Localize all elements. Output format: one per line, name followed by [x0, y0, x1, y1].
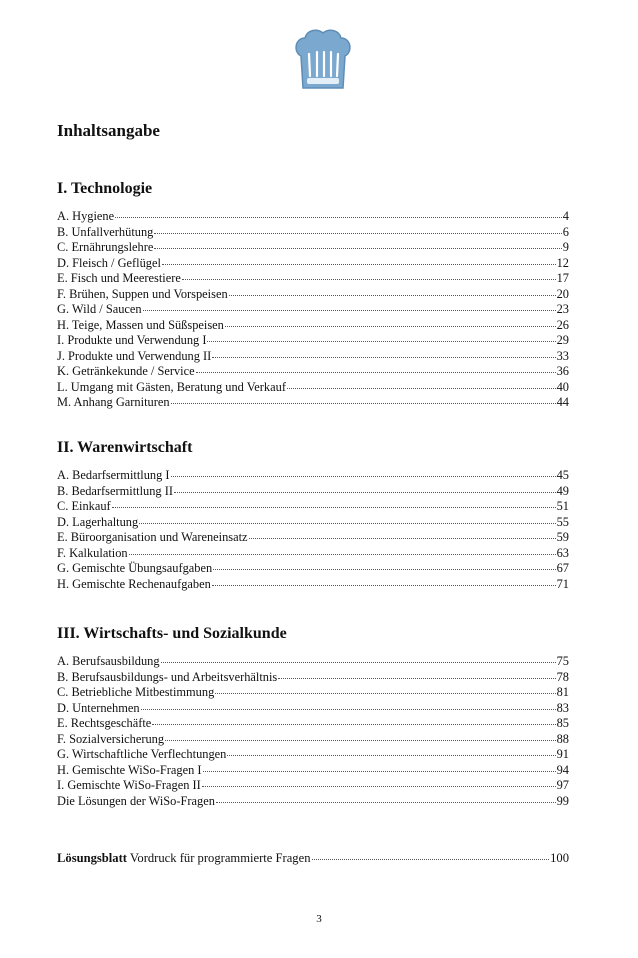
toc-entry[interactable]	[57, 302, 569, 318]
dot-leader	[162, 264, 556, 265]
entry-page-number: 71	[556, 576, 569, 591]
toc-entry[interactable]	[57, 732, 569, 748]
section-wirtschafts-und-sozialkunde	[57, 623, 569, 809]
section-heading: II. Warenwirtschaft	[57, 439, 193, 456]
dot-leader	[213, 569, 555, 570]
entry-label: A. Bedarfsermittlung I	[57, 468, 170, 482]
entry-label: E. Büroorganisation und Wareneinsatz	[57, 530, 248, 544]
toc-entry[interactable]	[57, 716, 569, 732]
toc-entry[interactable]	[57, 546, 569, 562]
entry-page-number: 85	[556, 716, 569, 730]
entry-page-number: 40	[556, 379, 569, 394]
dot-leader	[115, 217, 562, 218]
entry-page-number: 100	[550, 851, 569, 865]
entry-label: L. Umgang mit Gästen, Beratung und Verkauf	[57, 379, 286, 394]
dot-leader	[212, 585, 556, 586]
toc-entry[interactable]	[57, 468, 569, 484]
toc-entry[interactable]	[57, 670, 569, 686]
toc-entry[interactable]	[57, 685, 569, 701]
entry-page-number: 83	[556, 700, 569, 715]
dot-leader	[174, 492, 556, 493]
toc-entry[interactable]	[57, 561, 569, 577]
dot-leader	[154, 233, 561, 234]
entry-page-number: 51	[556, 499, 569, 513]
entry-label: I. Gemischte WiSo-Fragen II	[57, 778, 201, 792]
entry-label: C. Betriebliche Mitbestimmung	[57, 685, 215, 699]
dot-leader	[141, 709, 556, 710]
dot-leader	[249, 538, 556, 539]
entry-page-number: 88	[556, 731, 569, 746]
entry-label: B. Bedarfsermittlung II	[57, 483, 173, 498]
dot-leader	[171, 403, 556, 404]
dot-leader	[227, 755, 555, 756]
entry-page-number: 6	[562, 224, 569, 239]
dot-leader	[312, 859, 550, 860]
toc-entry[interactable]	[57, 484, 569, 500]
dot-leader	[229, 295, 556, 296]
entry-label: G. Wild / Saucen	[57, 302, 142, 316]
entry-label: D. Unternehmen	[57, 700, 140, 715]
toc-entry[interactable]	[57, 256, 569, 272]
toc-entry[interactable]	[57, 209, 569, 225]
entry-page-number: 91	[556, 747, 569, 761]
toc-entry[interactable]	[57, 364, 569, 380]
entry-label: H. Gemischte WiSo-Fragen I	[57, 762, 202, 777]
entry-label: E. Rechtsgeschäfte	[57, 716, 152, 730]
dot-leader	[215, 693, 555, 694]
toc-entry[interactable]	[57, 287, 569, 303]
entry-label: J. Produkte und Verwendung II	[57, 348, 212, 363]
entry-label: I. Produkte und Verwendung I	[57, 333, 207, 347]
dot-leader	[207, 341, 555, 342]
entry-page-number: 55	[556, 514, 569, 529]
entry-label: G. Wirtschaftliche Verflechtungen	[57, 747, 227, 761]
entry-page-number: 67	[556, 561, 569, 575]
entry-page-number: 29	[556, 333, 569, 347]
toc-entry[interactable]	[57, 318, 569, 334]
entry-page-number: 20	[556, 286, 569, 301]
chef-hat-icon	[293, 26, 353, 92]
toc-entry[interactable]	[57, 747, 569, 763]
entry-page-number: 12	[556, 255, 569, 270]
entry-label: D. Fleisch / Geflügel	[57, 255, 161, 270]
entry-page-number: 4	[562, 209, 569, 223]
toc-entry[interactable]	[57, 530, 569, 546]
entry-page-number: 9	[562, 240, 569, 254]
entry-label: K. Getränkekunde / Service	[57, 364, 195, 378]
entry-page-number: 81	[556, 685, 569, 699]
final-entry	[57, 850, 569, 867]
dot-leader	[212, 357, 555, 358]
entry-label: G. Gemischte Übungsaufgaben	[57, 561, 213, 575]
dot-leader	[182, 279, 556, 280]
entry-label: A. Hygiene	[57, 209, 115, 223]
entry-label: C. Ernährungslehre	[57, 240, 154, 254]
entry-page-number: 45	[556, 468, 569, 482]
toc-entry[interactable]	[57, 850, 569, 867]
dot-leader	[112, 507, 556, 508]
entry-page-number: 94	[556, 762, 569, 777]
dot-leader	[202, 786, 556, 787]
entry-page-number: 59	[556, 530, 569, 544]
entry-label: E. Fisch und Meerestiere	[57, 271, 181, 285]
entry-label: H. Teige, Massen und Süßspeisen	[57, 317, 224, 332]
toc-entry[interactable]	[57, 701, 569, 717]
dot-leader	[287, 388, 556, 389]
dot-leader	[165, 740, 556, 741]
entry-label: F. Brühen, Suppen und Vorspeisen	[57, 286, 228, 301]
entry-page-number: 23	[556, 302, 569, 316]
dot-leader	[129, 554, 556, 555]
toc-entry[interactable]	[57, 395, 569, 411]
page-title: Inhaltsangabe	[57, 121, 160, 140]
dot-leader	[225, 326, 556, 327]
entry-label: D. Lagerhaltung	[57, 514, 139, 529]
dot-leader	[171, 476, 556, 477]
toc-entry[interactable]	[57, 515, 569, 531]
toc-entry[interactable]	[57, 499, 569, 515]
dot-leader	[196, 372, 556, 373]
entry-label	[57, 850, 311, 867]
entry-label: B. Unfallverhütung	[57, 224, 154, 239]
entry-page-number: 75	[556, 654, 569, 668]
entry-page-number: 78	[556, 669, 569, 684]
toc-entry[interactable]	[57, 654, 569, 670]
dot-leader	[143, 310, 556, 311]
entry-page-number: 36	[556, 364, 569, 378]
entry-label: C. Einkauf	[57, 499, 111, 513]
dot-leader	[161, 662, 556, 663]
entry-label: B. Berufsausbildungs- und Arbeitsverhältnis	[57, 669, 278, 684]
section-warenwirtschaft	[57, 437, 569, 592]
toc-entry[interactable]	[57, 794, 569, 810]
page-number: 3	[316, 913, 322, 925]
entry-label: A. Berufsausbildung	[57, 654, 160, 668]
dot-leader	[203, 771, 556, 772]
toc-entry[interactable]	[57, 271, 569, 287]
entry-page-number: 63	[556, 545, 569, 560]
dot-leader	[139, 523, 555, 524]
entry-page-number: 26	[556, 317, 569, 332]
section-heading: I. Technologie	[57, 180, 153, 197]
entry-label: M. Anhang Garnituren	[57, 395, 170, 409]
dot-leader	[154, 248, 561, 249]
toc-entry[interactable]	[57, 225, 569, 241]
entry-label: Die Lösungen der WiSo-Fragen	[57, 793, 215, 808]
dot-leader	[152, 724, 555, 725]
entry-page-number: 33	[556, 348, 569, 363]
entry-label: F. Kalkulation	[57, 545, 128, 560]
entry-label: H. Gemischte Rechenaufgaben	[57, 576, 211, 591]
dot-leader	[216, 802, 556, 803]
entry-page-number: 99	[556, 793, 569, 808]
toc-entry[interactable]	[57, 763, 569, 779]
entry-label: F. Sozialversicherung	[57, 731, 165, 746]
entry-label-bold: Lösungsblatt	[57, 851, 127, 865]
entry-label-text: Vordruck für programmierte Fragen	[129, 851, 311, 865]
section-heading: III. Wirtschafts- und Sozialkunde	[57, 625, 287, 642]
toc-entry[interactable]	[57, 380, 569, 396]
toc-entry[interactable]	[57, 349, 569, 365]
section-technologie	[57, 178, 569, 411]
entry-page-number: 49	[556, 483, 569, 498]
entry-page-number: 97	[556, 778, 569, 792]
entry-page-number: 17	[556, 271, 569, 285]
toc-entry[interactable]	[57, 333, 569, 349]
toc-entry[interactable]	[57, 577, 569, 593]
toc-entry[interactable]	[57, 778, 569, 794]
toc-entry[interactable]	[57, 240, 569, 256]
dot-leader	[278, 678, 555, 679]
entry-page-number: 44	[556, 395, 569, 409]
